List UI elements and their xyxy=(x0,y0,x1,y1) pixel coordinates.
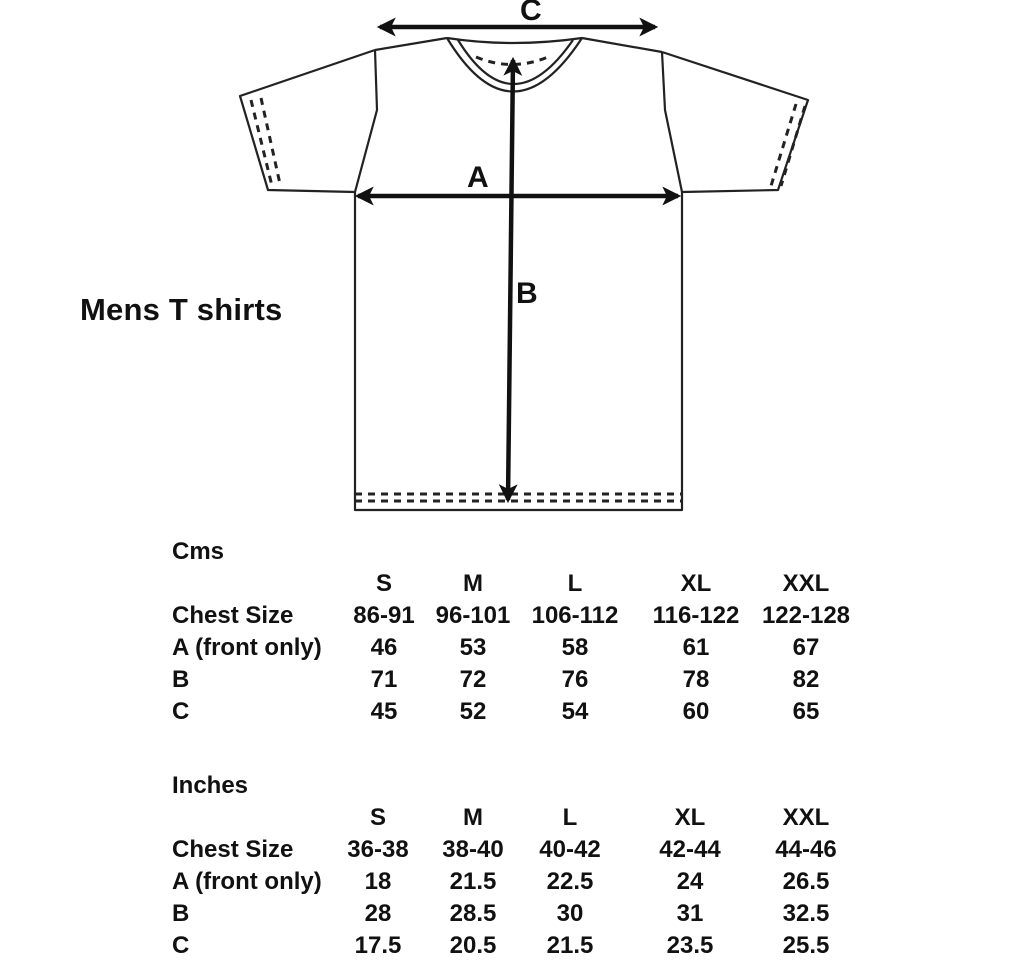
table-row xyxy=(172,696,872,728)
table-cell: 31 xyxy=(676,900,704,927)
row-label: A (front only) xyxy=(172,868,322,895)
table-cell: 25.5 xyxy=(782,932,830,959)
table-cell: 116-122 xyxy=(652,602,740,629)
table-cell: 26.5 xyxy=(782,868,830,895)
table-cell: 38-40 xyxy=(442,836,504,863)
table-cell: 122-128 xyxy=(761,602,851,629)
size-header: XXL xyxy=(782,570,830,597)
table-cell: 18 xyxy=(364,868,392,895)
table-cell: 71 xyxy=(370,666,398,693)
size-header: XL xyxy=(674,804,706,831)
table-cell: 17.5 xyxy=(354,932,402,959)
table-row xyxy=(172,834,872,866)
label-c: C xyxy=(520,0,542,27)
size-header: XXL xyxy=(782,804,830,831)
row-label: B xyxy=(172,666,190,693)
inches-table xyxy=(172,802,872,962)
table-row xyxy=(172,664,872,696)
cms-size-header-row xyxy=(172,568,872,600)
cms-heading: Cms xyxy=(172,538,225,565)
table-cell: 53 xyxy=(459,634,487,661)
row-label: C xyxy=(172,932,190,959)
table-cell: 44-46 xyxy=(775,836,837,863)
page-title: Mens T shirts xyxy=(80,292,283,327)
row-label: A (front only) xyxy=(172,634,322,661)
table-cell: 67 xyxy=(792,634,820,661)
table-row xyxy=(172,898,872,930)
row-label: C xyxy=(172,698,190,725)
table-row xyxy=(172,930,872,962)
arrow-b xyxy=(508,60,513,500)
table-cell: 20.5 xyxy=(449,932,497,959)
table-cell: 21.5 xyxy=(449,868,497,895)
size-header: S xyxy=(369,804,386,831)
label-a: A xyxy=(467,161,489,194)
size-header: XL xyxy=(680,570,712,597)
size-header: M xyxy=(463,570,483,597)
table-cell: 86-91 xyxy=(353,602,415,629)
table-cell: 58 xyxy=(561,634,589,661)
table-cell: 42-44 xyxy=(659,836,721,863)
row-label: Chest Size xyxy=(172,602,294,629)
measure-arrows xyxy=(358,27,678,500)
inches-size-header-row xyxy=(172,802,872,834)
table-row xyxy=(172,866,872,898)
table-cell: 24 xyxy=(676,868,704,895)
table-cell: 61 xyxy=(682,634,710,661)
table-cell: 54 xyxy=(561,698,589,725)
table-cell: 78 xyxy=(682,666,710,693)
table-cell: 28.5 xyxy=(449,900,497,927)
size-header: S xyxy=(375,570,392,597)
table-cell: 65 xyxy=(792,698,820,725)
table-cell: 60 xyxy=(682,698,710,725)
table-cell: 82 xyxy=(792,666,820,693)
table-cell: 72 xyxy=(459,666,487,693)
size-header: L xyxy=(567,570,583,597)
table-row xyxy=(172,632,872,664)
row-label: Chest Size xyxy=(172,836,294,863)
table-cell: 76 xyxy=(561,666,589,693)
table-cell: 30 xyxy=(556,900,584,927)
table-cell: 52 xyxy=(459,698,487,725)
cms-table xyxy=(172,568,872,728)
table-row xyxy=(172,600,872,632)
inches-heading: Inches xyxy=(172,772,249,799)
table-cell: 40-42 xyxy=(539,836,601,863)
table-cell: 22.5 xyxy=(546,868,594,895)
table-cell: 45 xyxy=(370,698,398,725)
row-label: B xyxy=(172,900,190,927)
size-header: L xyxy=(562,804,578,831)
table-cell: 46 xyxy=(370,634,398,661)
table-cell: 36-38 xyxy=(347,836,409,863)
table-cell: 106-112 xyxy=(531,602,619,629)
size-header: M xyxy=(463,804,483,831)
label-b: B xyxy=(516,277,538,310)
table-cell: 28 xyxy=(364,900,392,927)
table-cell: 23.5 xyxy=(666,932,714,959)
table-cell: 96-101 xyxy=(435,602,511,629)
table-cell: 32.5 xyxy=(782,900,830,927)
tshirt-outline xyxy=(240,38,808,510)
table-cell: 21.5 xyxy=(546,932,594,959)
